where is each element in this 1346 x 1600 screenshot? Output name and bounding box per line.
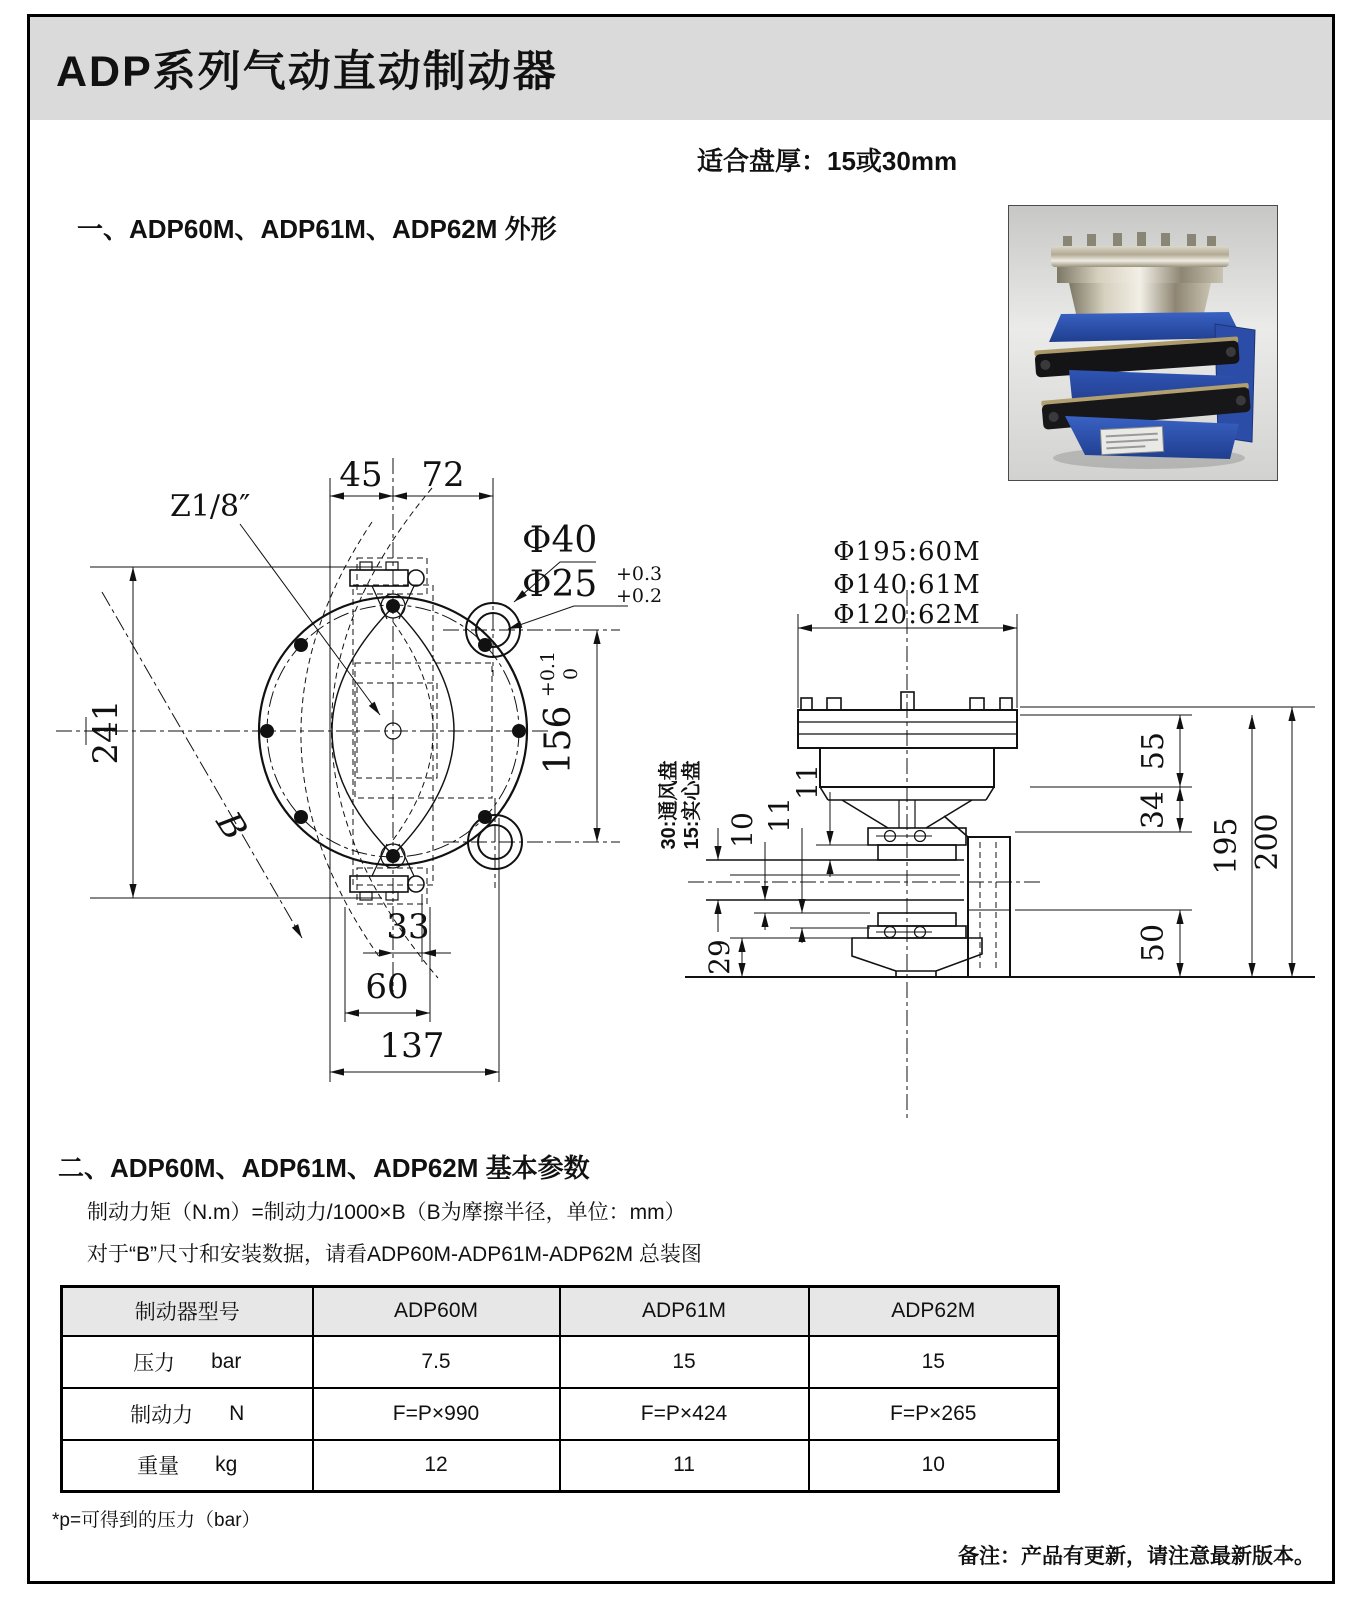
- header-adp61m: ADP61M: [560, 1287, 809, 1336]
- side-view: [656, 537, 1315, 1120]
- header-model: 制动器型号: [62, 1287, 313, 1336]
- pressure-adp62m: 15: [809, 1336, 1059, 1388]
- title-bar: [30, 17, 1332, 120]
- brake-force-unit: N: [229, 1401, 245, 1425]
- dim-11a: 11: [791, 764, 824, 800]
- weight-row: [62, 1440, 1059, 1492]
- dim-29: 29: [703, 939, 736, 975]
- dia-195-60m: Φ195:60M: [833, 537, 981, 567]
- section-2-title: 二、ADP60M、ADP61M、ADP62M 基本参数: [58, 1153, 590, 1183]
- side-dia-labels: [833, 537, 980, 630]
- dia-25-tol-lower: +0.2: [616, 585, 663, 607]
- pressure-footnote: *p=可得到的压力（bar）: [52, 1510, 261, 1531]
- pressure-label: 压力: [133, 1351, 176, 1375]
- b-dimension-note: 对于“B”尺寸和安装数据，请看ADP60M-ADP61M-ADP62M 总装图: [87, 1243, 702, 1266]
- dim-34: 34: [1136, 790, 1171, 830]
- torque-formula: 制动力矩（N.m）=制动力/1000×B（B为摩擦半径，单位：mm）: [87, 1201, 686, 1224]
- dia-25-tol-upper: +0.3: [616, 563, 663, 585]
- disc-thickness-note: 适合盘厚：15或30mm: [697, 146, 958, 176]
- front-dimensions: [86, 455, 662, 1082]
- dim-241: 241: [86, 699, 126, 765]
- pressure-adp60m: 7.5: [313, 1336, 560, 1388]
- version-remark: 备注：产品有更新，请注意最新版本。: [958, 1545, 1315, 1568]
- weight-adp62m: 10: [809, 1440, 1059, 1492]
- technical-drawing: [30, 430, 1330, 1130]
- dim-195: 195: [1209, 817, 1244, 875]
- dim-50: 50: [1136, 923, 1171, 963]
- page-title: ADP系列气动直动制动器: [56, 48, 558, 96]
- side-left-dimensions: [656, 761, 870, 977]
- brake-force-adp60m: F=P×990: [313, 1388, 560, 1440]
- dim-55: 55: [1136, 731, 1171, 771]
- pressure-unit: bar: [211, 1349, 242, 1373]
- dim-33: 33: [386, 907, 430, 947]
- mounting-ring-lower: [443, 798, 620, 888]
- pressure-adp61m: 15: [560, 1336, 809, 1388]
- pressure-row: [62, 1336, 1059, 1388]
- dim-137: 137: [379, 1026, 445, 1066]
- dia-25-label: Φ25: [522, 564, 598, 605]
- dim-156: 156: [538, 705, 579, 775]
- brake-force-adp61m: F=P×424: [560, 1388, 809, 1440]
- weight-adp60m: 12: [313, 1440, 560, 1492]
- brake-force-label: 制动力: [130, 1403, 194, 1427]
- dim-11b: 11: [763, 797, 796, 833]
- brake-force-adp62m: F=P×265: [809, 1388, 1059, 1440]
- front-view: [56, 455, 662, 1082]
- weight-label: 重量: [137, 1455, 180, 1479]
- dim-10: 10: [726, 812, 759, 848]
- dim-156-tol-lower: 0: [560, 667, 582, 681]
- weight-unit: kg: [215, 1453, 238, 1477]
- brake-force-row: [62, 1388, 1059, 1440]
- front-view-centerlines: [56, 458, 550, 992]
- disc-label-15: 15:实心盘: [681, 760, 703, 850]
- dim-45: 45: [339, 455, 383, 495]
- top-bleed-bracket: [350, 562, 424, 619]
- radius-b-label: B: [207, 804, 255, 848]
- dim-60: 60: [365, 967, 409, 1007]
- weight-adp61m: 11: [560, 1440, 809, 1492]
- header-adp62m: ADP62M: [809, 1287, 1059, 1336]
- blue-top-plate: [1049, 312, 1242, 342]
- dia-40-label: Φ40: [522, 520, 598, 561]
- dim-156-tol-upper: +0.1: [537, 650, 559, 698]
- dia-120-62m: Φ120:62M: [833, 600, 981, 630]
- section-1-title: 一、ADP60M、ADP61M、ADP62M 外形: [77, 214, 557, 244]
- port-label: Z1/8″: [170, 489, 251, 524]
- spec-table: [60, 1285, 1060, 1493]
- dia-140-61m: Φ140:61M: [833, 570, 981, 600]
- header-adp60m: ADP60M: [313, 1287, 560, 1336]
- side-right-dimensions: [1015, 707, 1315, 977]
- spec-table-header-row: [62, 1287, 1059, 1336]
- dim-200: 200: [1250, 813, 1285, 871]
- disc-label-30: 30:通风盘: [658, 760, 680, 850]
- dim-72: 72: [421, 455, 465, 495]
